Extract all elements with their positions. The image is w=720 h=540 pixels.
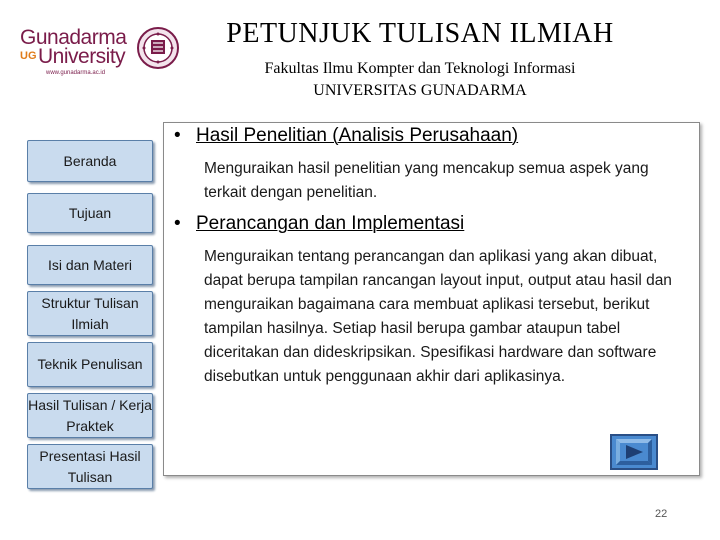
page-title: PETUNJUK TULISAN ILMIAH	[226, 18, 614, 49]
nav-button-hasil-tulisan[interactable]: Hasil Tulisan / Kerja Praktek	[27, 393, 153, 438]
university-logo	[14, 20, 182, 80]
nav-button-isi-dan-materi[interactable]: Isi dan Materi	[27, 245, 153, 285]
content-panel	[163, 122, 700, 476]
nav-button-teknik-penulisan[interactable]: Teknik Penulisan	[27, 342, 153, 387]
next-slide-button[interactable]	[610, 434, 658, 470]
nav-button-struktur-tulisan-ilmiah[interactable]: Struktur Tulisan Ilmiah	[27, 291, 153, 336]
subtitle-university: UNIVERSITAS GUNADARMA	[313, 82, 527, 99]
logo-text-university: University	[38, 45, 126, 68]
section-heading-text: Hasil Penelitian (Analisis Perusahaan)	[196, 125, 519, 146]
section-paragraph-perancangan: Menguraikan tentang perancangan dan aplikasi yang akan dibuat, dapat berupa tampilan rancangan layout input, output atau hasil dan menguraikan bagaimana cara membuat aplikasi tersebut, berikut tampilan hasilnya. Setiap hasil berupa gambar ataupun tabel diceritakan dan dideskripsikan. Spesifikasi hardware dan software disebutkan untuk penggunaan akhir dari aplikasinya.	[204, 248, 672, 385]
bullet-icon: •	[174, 125, 181, 146]
logo-text-gunadarma: Gunadarma	[20, 26, 127, 49]
next-arrow-icon	[612, 436, 656, 468]
nav-button-tujuan[interactable]: Tujuan	[27, 193, 153, 233]
section-heading-hasil-penelitian	[174, 125, 518, 147]
university-seal-icon	[136, 26, 180, 70]
section-paragraph-hasil-penelitian: Menguraikan hasil penelitian yang mencakup semua aspek yang terkait dengan penelitian.	[204, 160, 649, 201]
logo-text-ug: UG	[20, 50, 37, 62]
section-heading-text: Perancangan dan Implementasi	[196, 213, 465, 234]
page-subtitle	[200, 58, 640, 102]
section-heading-perancangan	[174, 213, 464, 235]
nav-button-beranda[interactable]: Beranda	[27, 140, 153, 182]
logo-url: www.gunadarma.ac.id	[46, 70, 106, 76]
subtitle-faculty: Fakultas Ilmu Kompter dan Teknologi Informasi	[264, 60, 576, 77]
bullet-icon: •	[174, 213, 181, 234]
nav-button-presentasi-hasil-tulisan[interactable]: Presentasi Hasil Tulisan	[27, 444, 153, 489]
page-number: 22	[655, 508, 668, 520]
